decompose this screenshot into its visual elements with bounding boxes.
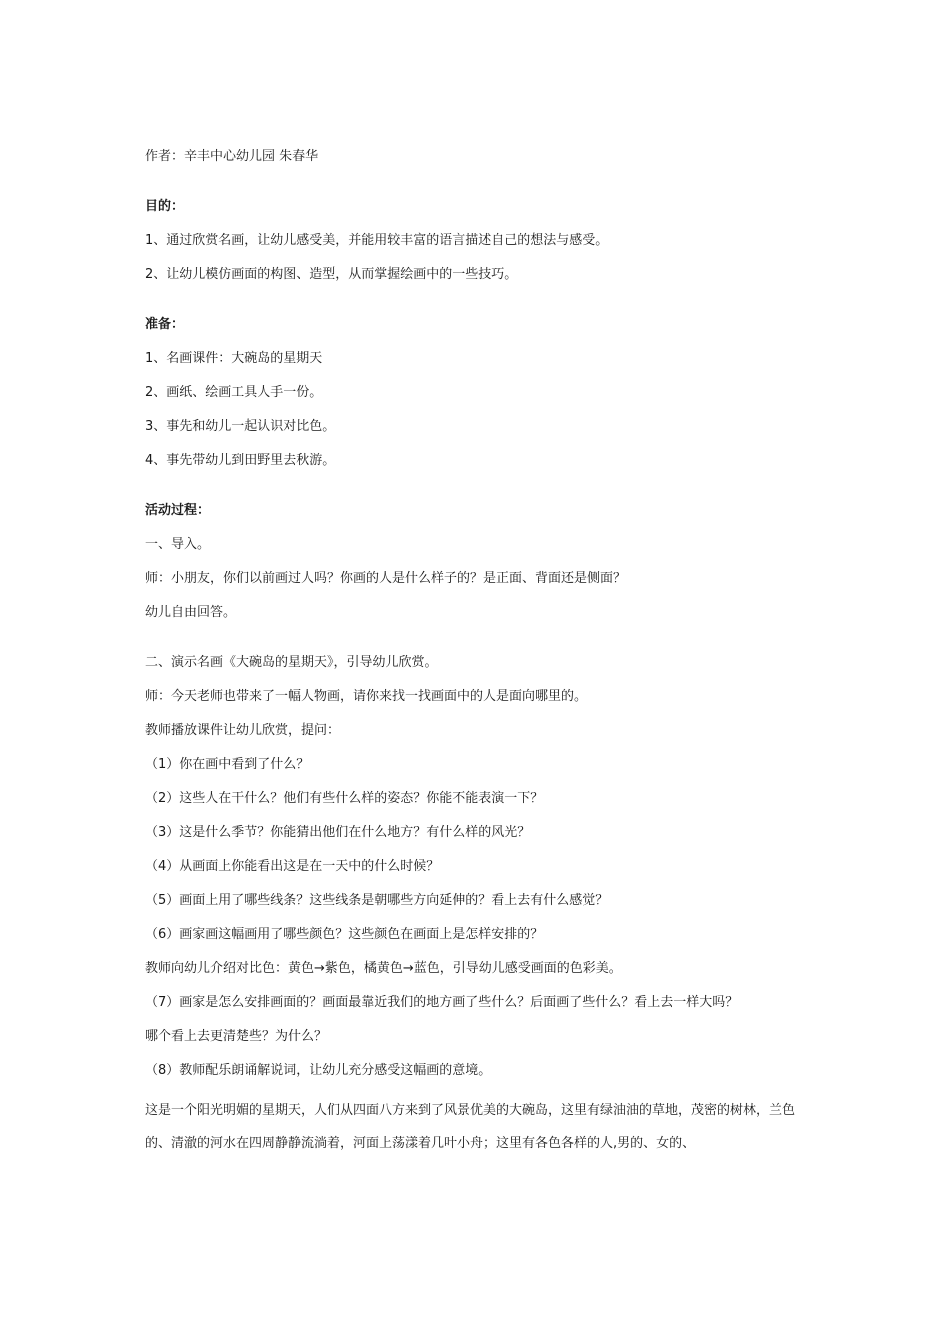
process-heading: 活动过程： xyxy=(145,503,211,518)
document-page xyxy=(145,146,815,1160)
question-7-continued: 哪个看上去更清楚些？为什么？ xyxy=(145,1029,328,1044)
prep-item: 1、名画课件：大碗岛的星期天 xyxy=(145,351,323,366)
question-1: （1）你在画中看到了什么？ xyxy=(145,757,310,772)
prep-heading: 准备： xyxy=(145,317,185,332)
part2-title: 二、演示名画《大碗岛的星期天》，引导幼儿欣赏。 xyxy=(145,655,438,670)
question-8: （8）教师配乐朗诵解说词，让幼儿充分感受这幅画的意境。 xyxy=(145,1063,492,1078)
prep-item: 3、事先和幼儿一起认识对比色。 xyxy=(145,419,336,434)
question-7: （7）画家是怎么安排画面的？画面最靠近我们的地方画了些什么？后面画了些什么？看上去一样大吗？ xyxy=(145,995,739,1010)
part1-title: 一、导入。 xyxy=(145,537,211,552)
question-5: （5）画面上用了哪些线条？这些线条是朝哪些方向延伸的？看上去有什么感觉？ xyxy=(145,893,609,908)
narration-paragraph: 这是一个阳光明媚的星期天，人们从四面八方来到了风景优美的大碗岛，这里有绿油油的草地，茂密的树林，兰色的、清澈的河水在四周静静流淌着，河面上荡漾着几叶小舟；这里有各色各样的人,男的、女的、 xyxy=(145,1103,796,1151)
contrast-color-note: 教师向幼儿介绍对比色：黄色→紫色，橘黄色→蓝色，引导幼儿感受画面的色彩美。 xyxy=(145,961,622,976)
part1-line: 幼儿自由回答。 xyxy=(145,605,237,620)
author-line: 作者：辛丰中心幼儿园 朱春华 xyxy=(145,149,319,164)
question-6: （6）画家画这幅画用了哪些颜色？这些颜色在画面上是怎样安排的？ xyxy=(145,927,544,942)
goal-item: 1、通过欣赏名画，让幼儿感受美，并能用较丰富的语言描述自己的想法与感受。 xyxy=(145,233,609,248)
part1-line: 师：小朋友，你们以前画过人吗？你画的人是什么样子的？是正面、背面还是侧面？ xyxy=(145,571,627,586)
part2-line: 师：今天老师也带来了一幅人物画，请你来找一找画面中的人是面向哪里的。 xyxy=(145,689,588,704)
goal-item: 2、让幼儿模仿画面的构图、造型，从而掌握绘画中的一些技巧。 xyxy=(145,267,518,282)
question-4: （4）从画面上你能看出这是在一天中的什么时候？ xyxy=(145,859,440,874)
prep-item: 4、事先带幼儿到田野里去秋游。 xyxy=(145,453,336,468)
goal-heading: 目的： xyxy=(145,199,185,214)
prep-item: 2、画纸、绘画工具人手一份。 xyxy=(145,385,323,400)
part2-line: 教师播放课件让幼儿欣赏，提问： xyxy=(145,723,341,738)
question-2: （2）这些人在干什么？他们有些什么样的姿态？你能不能表演一下？ xyxy=(145,791,544,806)
question-3: （3）这是什么季节？你能猜出他们在什么地方？有什么样的风光？ xyxy=(145,825,531,840)
